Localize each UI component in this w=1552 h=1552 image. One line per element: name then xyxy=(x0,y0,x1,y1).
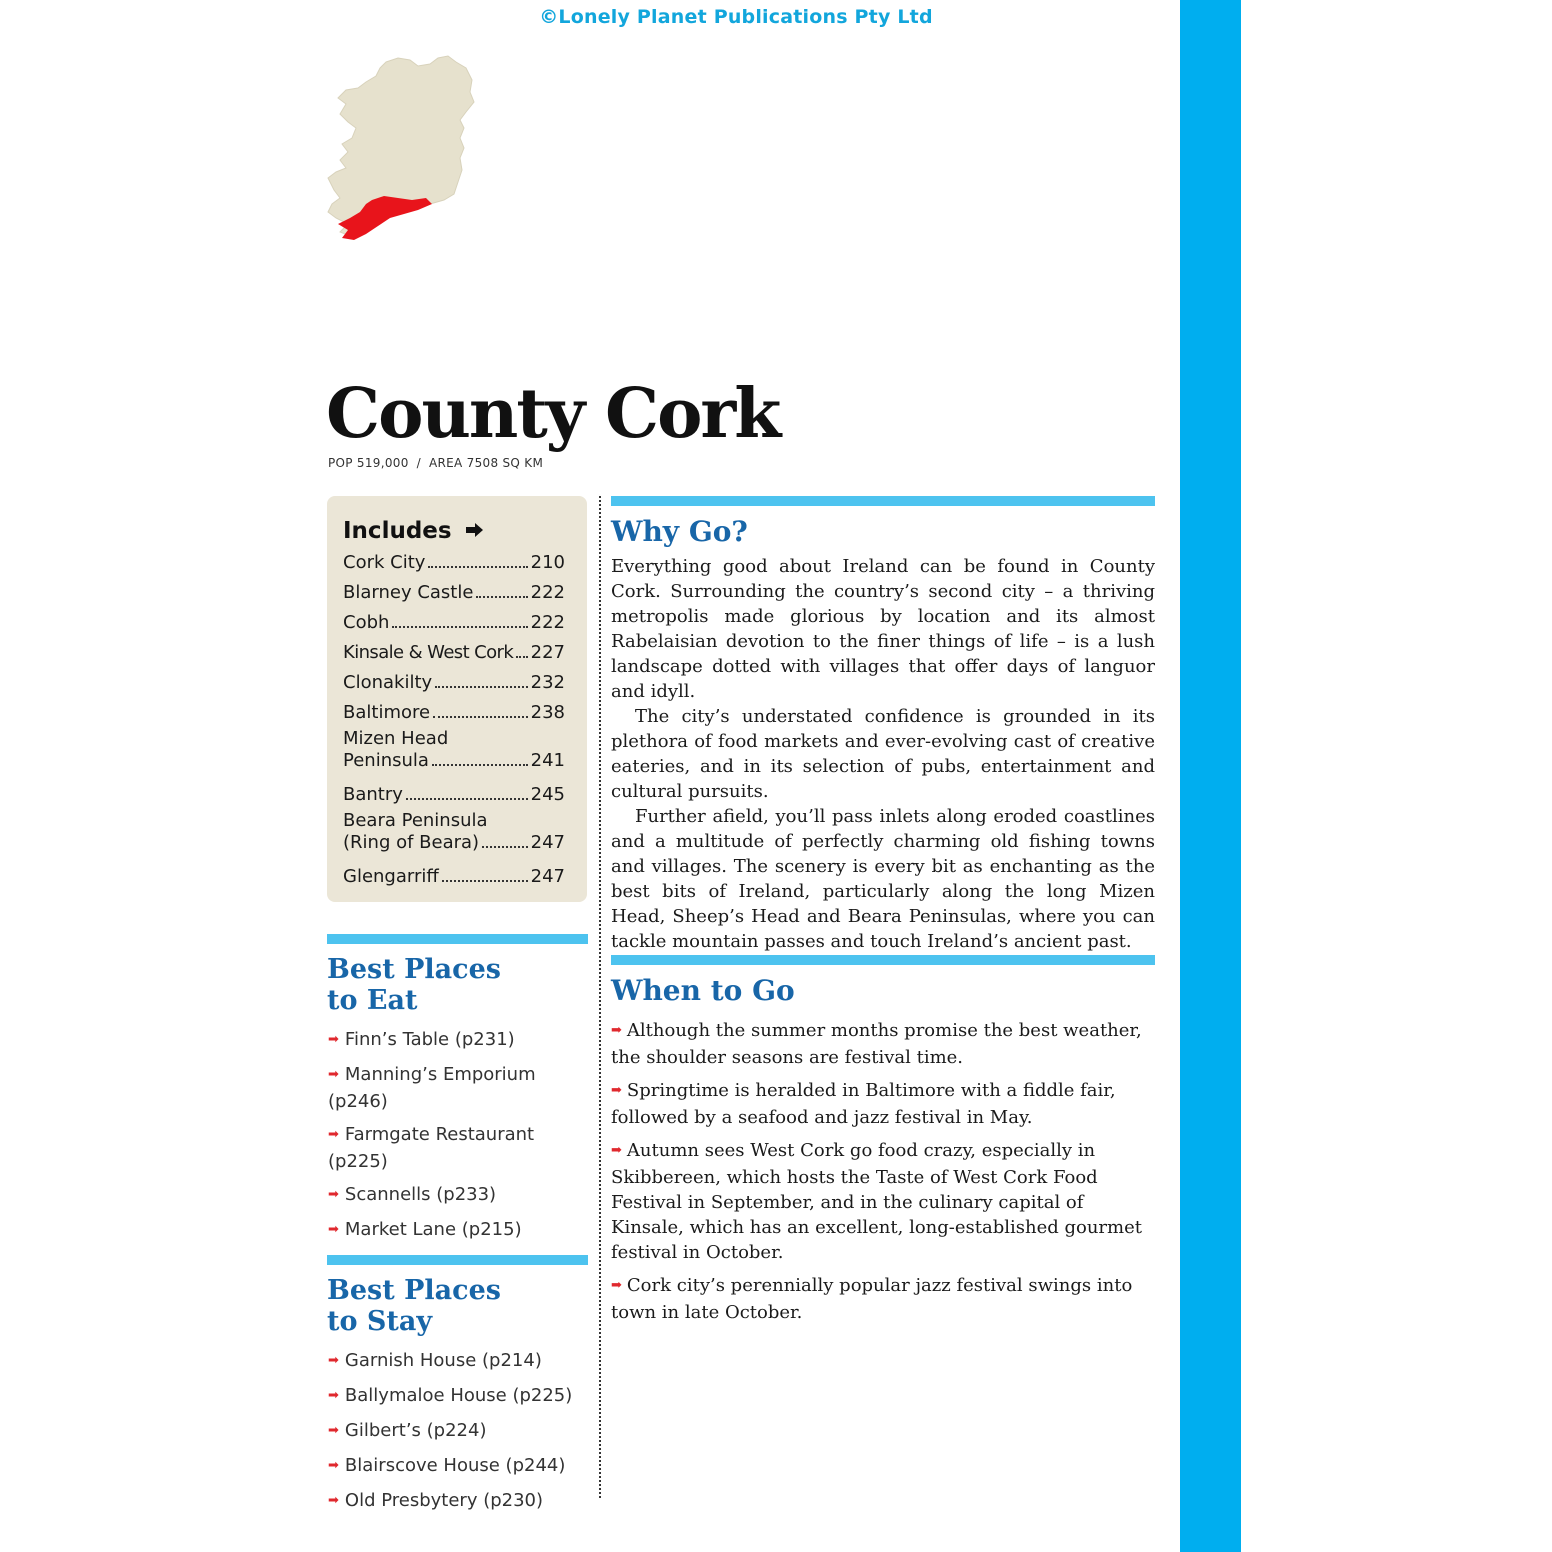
eat-rule xyxy=(327,934,588,944)
includes-item-page: 238 xyxy=(530,702,565,723)
stay-item-text: Gilbert’s (p224) xyxy=(344,1420,487,1441)
eat-item-text: Scannells (p233) xyxy=(344,1184,497,1205)
ireland-locator-map xyxy=(326,54,476,244)
includes-item-page: 241 xyxy=(530,750,565,771)
when-to-go-list xyxy=(611,1018,1161,1333)
stay-item[interactable] xyxy=(328,1348,578,1375)
includes-item-mizen-head-peninsula[interactable] xyxy=(343,728,565,780)
includes-item-baltimore[interactable] xyxy=(343,698,565,728)
leader-dots xyxy=(435,685,527,688)
when-to-go-item xyxy=(611,1138,1161,1265)
eat-item-text: Finn’s Table (p231) xyxy=(344,1029,515,1050)
when-to-go-item xyxy=(611,1273,1161,1325)
includes-box xyxy=(327,496,587,902)
includes-item-bantry[interactable] xyxy=(343,780,565,810)
eat-list xyxy=(328,1027,578,1252)
leader-dots xyxy=(476,595,527,598)
leader-dots xyxy=(442,879,528,882)
eat-item[interactable] xyxy=(328,1217,578,1244)
when-to-go-item xyxy=(611,1078,1161,1130)
includes-item-name: Kinsale & West Cork xyxy=(343,642,514,663)
leader-dots xyxy=(406,797,528,800)
stay-heading-line1: Best Places xyxy=(327,1275,501,1306)
includes-heading-text: Includes xyxy=(343,518,452,544)
when-to-go-rule xyxy=(611,955,1155,965)
includes-heading xyxy=(343,516,565,546)
stay-item-text: Old Presbytery (p230) xyxy=(344,1490,544,1511)
when-to-go-item-text: Springtime is heralded in Baltimore with a fiddle fair, followed by a seafood and jazz festival in May. xyxy=(611,1080,1116,1128)
eat-item[interactable] xyxy=(328,1027,578,1054)
red-arrow-icon: ➡ xyxy=(328,1032,339,1047)
includes-item-name-line2: (Ring of Beara) xyxy=(343,832,480,853)
includes-item-name: Blarney Castle xyxy=(343,582,474,603)
copyright-notice: ©Lonely Planet Publications Pty Ltd xyxy=(539,6,933,28)
red-arrow-icon: ➡ xyxy=(328,1127,339,1142)
includes-item-name: Beara Peninsula xyxy=(343,810,488,831)
eat-item[interactable] xyxy=(328,1182,578,1209)
red-arrow-icon: ➡ xyxy=(328,1187,339,1202)
includes-item-page: 227 xyxy=(530,642,565,663)
includes-item-glengarriff[interactable] xyxy=(343,862,565,892)
includes-item-page: 222 xyxy=(530,582,565,603)
eat-item[interactable] xyxy=(328,1062,578,1114)
stay-item-text: Garnish House (p214) xyxy=(344,1350,542,1371)
includes-item-kinsale-west-cork[interactable] xyxy=(343,638,565,668)
leader-dots xyxy=(428,565,527,568)
red-arrow-icon: ➡ xyxy=(611,1143,622,1158)
red-arrow-icon: ➡ xyxy=(611,1083,622,1098)
stay-rule xyxy=(327,1255,588,1265)
why-go-body xyxy=(611,554,1155,954)
when-to-go-item xyxy=(611,1018,1161,1070)
population-stat: POP 519,000 xyxy=(328,456,409,470)
eat-heading-line2: to Eat xyxy=(327,985,418,1016)
why-go-paragraph: Further afield, you’ll pass inlets along eroded coastlines and a multitude of perfectly charming old fishing towns and villages. The scenery is every bit as enchanting as the best bits of Ireland, particularly along the long Mizen Head, Sheep’s Head and Beara Peninsulas, where you can tackle mountain passes and touch Ireland’s ancient past. xyxy=(611,806,1155,952)
red-arrow-icon: ➡ xyxy=(611,1023,622,1038)
includes-item-page: 245 xyxy=(530,784,565,805)
red-arrow-icon: ➡ xyxy=(611,1278,622,1293)
stay-heading-line2: to Stay xyxy=(327,1306,433,1337)
when-to-go-heading: When to Go xyxy=(611,974,795,1007)
leader-dots xyxy=(432,763,528,766)
includes-item-name: Cork City xyxy=(343,552,426,573)
stay-item[interactable] xyxy=(328,1383,578,1410)
eat-item-text: Market Lane (p215) xyxy=(344,1219,522,1240)
leader-dots xyxy=(516,655,527,658)
stay-item-text: Ballymaloe House (p225) xyxy=(344,1385,573,1406)
stay-list xyxy=(328,1348,578,1523)
red-arrow-icon: ➡ xyxy=(328,1222,339,1237)
includes-item-clonakilty[interactable] xyxy=(343,668,565,698)
red-arrow-icon: ➡ xyxy=(328,1353,339,1368)
stay-item[interactable] xyxy=(328,1453,578,1480)
includes-item-cork-city[interactable] xyxy=(343,548,565,578)
why-go-heading: Why Go? xyxy=(611,515,748,548)
when-to-go-item-text: Autumn sees West Cork go food crazy, especially in Skibbereen, which hosts the Taste of West Cork Food Festival in September, and in the culinary capital of Kinsale, which has an excellent, long-established gourmet festival in October. xyxy=(611,1140,1142,1263)
eat-heading xyxy=(327,954,501,1016)
red-arrow-icon: ➡ xyxy=(328,1458,339,1473)
includes-item-name: Glengarriff xyxy=(343,866,439,887)
leader-dots xyxy=(482,845,528,848)
why-go-paragraph: Everything good about Ireland can be found in County Cork. Surrounding the country’s second city – a thriving metropolis made glorious by location and its almost Rabelaisian devotion to the finer things of life – is a lush landscape dotted with villages that offer days of languor and idyll. xyxy=(611,556,1155,702)
red-arrow-icon: ➡ xyxy=(328,1493,339,1508)
page-title: County Cork xyxy=(326,374,780,454)
red-arrow-icon: ➡ xyxy=(328,1067,339,1082)
when-to-go-item-text: Cork city’s perennially popular jazz festival swings into town in late October. xyxy=(611,1275,1133,1323)
eat-item[interactable] xyxy=(328,1122,578,1174)
includes-item-name: Cobh xyxy=(343,612,390,633)
red-arrow-icon: ➡ xyxy=(328,1388,339,1403)
includes-item-page: 247 xyxy=(530,866,565,887)
includes-item-name: Bantry xyxy=(343,784,403,805)
includes-item-blarney-castle[interactable] xyxy=(343,578,565,608)
stay-item[interactable] xyxy=(328,1488,578,1515)
leader-dots xyxy=(433,715,528,718)
includes-item-name: Mizen Head xyxy=(343,728,449,749)
eat-item-text: Farmgate Restaurant (p225) xyxy=(328,1124,535,1172)
includes-item-page: 210 xyxy=(530,552,565,573)
when-to-go-item-text: Although the summer months promise the best weather, the shoulder seasons are festival time. xyxy=(611,1020,1142,1068)
stay-heading xyxy=(327,1275,501,1337)
includes-item-page: 232 xyxy=(530,672,565,693)
eat-item-text: Manning’s Emporium (p246) xyxy=(328,1064,536,1112)
includes-item-name: Baltimore xyxy=(343,702,431,723)
stats-separator: / xyxy=(416,456,421,470)
leader-dots xyxy=(392,625,527,628)
right-arrow-icon xyxy=(466,523,484,537)
area-stat: AREA 7508 SQ KM xyxy=(429,456,544,470)
includes-item-page: 222 xyxy=(530,612,565,633)
eat-heading-line1: Best Places xyxy=(327,954,501,985)
why-go-paragraph: The city’s understated confidence is grounded in its plethora of food markets and ever-evolving cast of creative eateries, and in its selection of pubs, entertainment and cultural pursuits. xyxy=(611,706,1155,802)
stay-item-text: Blairscove House (p244) xyxy=(344,1455,566,1476)
includes-item-beara-peninsula[interactable] xyxy=(343,810,565,862)
includes-item-name-line2: Peninsula xyxy=(343,750,429,771)
column-divider xyxy=(599,496,601,1498)
includes-item-cobh[interactable] xyxy=(343,608,565,638)
red-arrow-icon: ➡ xyxy=(328,1423,339,1438)
why-go-rule xyxy=(611,496,1155,506)
stay-item[interactable] xyxy=(328,1418,578,1445)
includes-item-name: Clonakilty xyxy=(343,672,433,693)
county-stats xyxy=(328,456,543,470)
includes-item-page: 247 xyxy=(530,832,565,853)
chapter-edge-band xyxy=(1180,0,1241,1552)
